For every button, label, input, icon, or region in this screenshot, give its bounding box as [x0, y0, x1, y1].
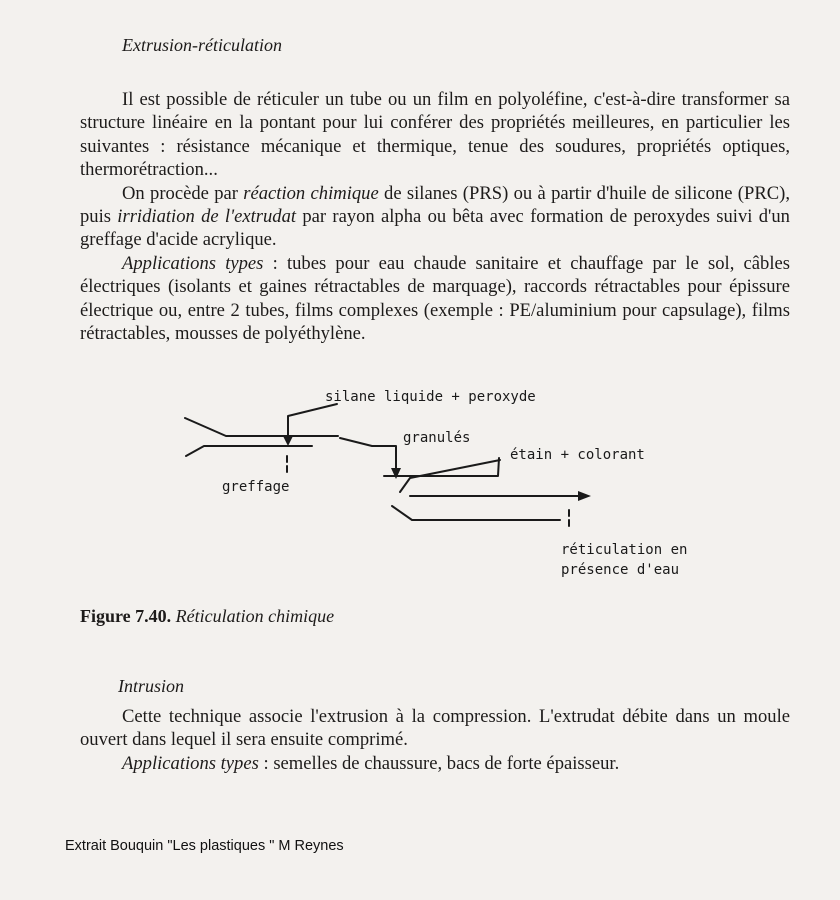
diagram-second-extruder-bottom: [392, 506, 560, 520]
label-greffage: greffage: [222, 479, 290, 495]
text-run: : semelles de chaussure, bacs de forte épaisseur.: [258, 752, 620, 774]
section-title-intrusion: Intrusion: [118, 676, 185, 696]
text-run: On procède par: [122, 182, 244, 204]
text-run: par rayon alpha ou bêta avec formation de peroxydes suivi d'un greffage d'acide acrylique.: [80, 206, 790, 251]
label-etain: étain + colorant: [510, 447, 645, 463]
figure-caption: [80, 606, 334, 627]
diagram-upper-extruder-lower-wall: [186, 446, 312, 456]
label-reticulation-line2: présence d'eau: [561, 562, 680, 578]
footer-source-note: Extrait Bouquin "Les plastiques " M Reynes: [65, 838, 344, 854]
italic-text-run: réaction chimique: [243, 182, 379, 204]
text-run: Il est possible de réticuler un tube ou un film en polyoléfine, c'est-à-dire transformer sa structure linéaire en la pontant pour lui conférer des propriétés meilleures, en particulier les suivantes : résistance mécanique et thermique, tenue des soudures, propriétés optiques, thermorétraction...: [80, 89, 790, 181]
section-title-extrusion: Extrusion-réticulation: [122, 35, 282, 55]
label-granules: granulés: [403, 430, 471, 446]
italic-text-run: irridiation de l'extrudat: [117, 206, 297, 228]
diagram-upper-extruder: [185, 418, 338, 436]
diagram-granules-feed-line: [340, 438, 396, 470]
arrow-head-silane: [283, 436, 293, 446]
figure-caption-number: Figure 7.40.: [80, 606, 172, 626]
paragraph: [80, 752, 790, 775]
paragraph: [80, 705, 790, 752]
italic-text-run: Applications types: [122, 752, 259, 774]
figure-caption-text: Réticulation chimique: [175, 606, 335, 626]
diagram-silane-feed-line: [288, 404, 337, 438]
text-run: : tubes pour eau chaude sanitaire et chauffage par le sol, câbles électriques (isolants et gaines rétractables de marquage), raccords rétractables pour épissure électrique ou, entre 2 tubes, films complexes (exemple : PE/aluminium pour capsulage), films rétractables, mousses de polyéthylène.: [80, 252, 790, 345]
arrow-head-granules: [391, 468, 401, 479]
label-reticulation-line1: réticulation en: [561, 542, 688, 558]
diagram-second-extruder-top: [384, 458, 499, 476]
text-run: Cette technique associe l'extrusion à la compression. L'extrudat débite dans un moule ouvert dans lequel il sera ensuite comprimé.: [80, 706, 790, 751]
label-silane: silane liquide + peroxyde: [325, 389, 536, 405]
italic-text-run: Applications types: [122, 252, 264, 274]
arrow-head-output: [578, 491, 591, 501]
text-run: de silanes (PRS) ou à partir d'huile de silicone (PRC), puis: [80, 182, 790, 228]
section-body-intrusion: [80, 705, 790, 775]
